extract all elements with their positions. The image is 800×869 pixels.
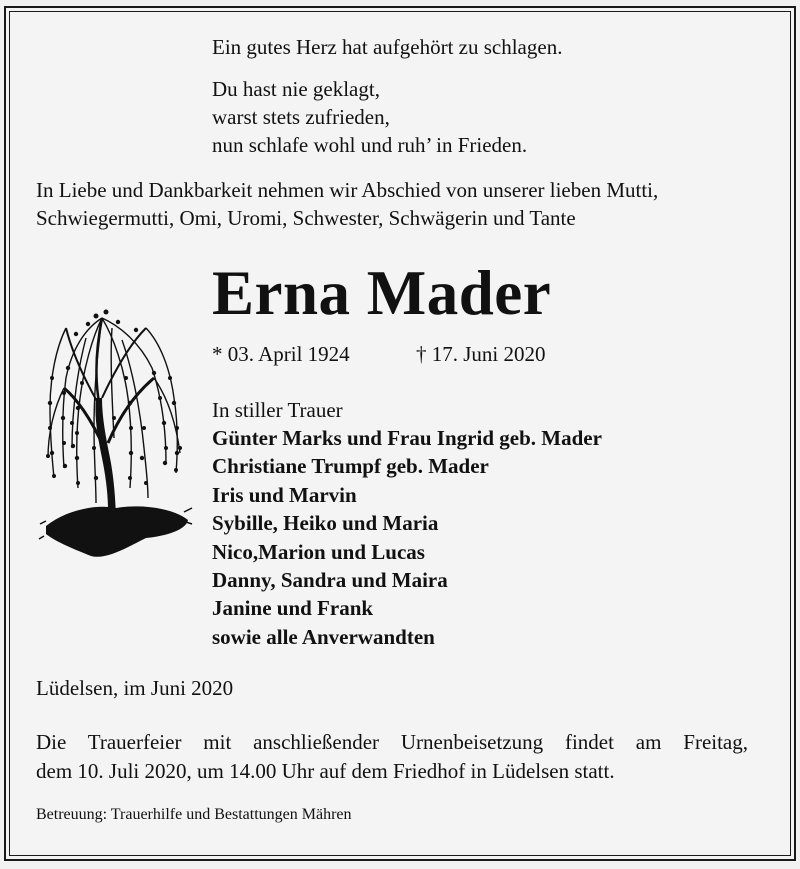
funeral-line-2: dem 10. Juli 2020, um 14.00 Uhr auf dem Friedhof in Lüdelsen statt. <box>36 759 615 783</box>
intro-text <box>36 176 658 232</box>
mourner-line: sowie alle Anverwandten <box>212 624 435 649</box>
intro-line-2: Schwiegermutti, Omi, Uromi, Schwester, Schwägerin und Tante <box>36 206 576 230</box>
place-date: Lüdelsen, im Juni 2020 <box>36 676 234 700</box>
deceased-name: Erna Mader <box>212 258 552 328</box>
mourner-line: Iris und Marvin <box>212 482 357 507</box>
mourner-line: Sybille, Heiko und Maria <box>212 511 439 536</box>
mourner-line: Danny, Sandra und Maira <box>212 567 448 592</box>
funeral-care-credit: Betreuung: Trauerhilfe und Bestattungen Mähren <box>36 806 352 823</box>
verse-line-4: nun schlafe wohl und ruh’ in Frieden. <box>212 133 528 157</box>
mourner-line: Günter Marks und Frau Ingrid geb. Mader <box>212 426 602 450</box>
mourning-intro: In stiller Trauer <box>212 398 343 422</box>
verse-line-2: Du hast nie geklagt, <box>212 77 380 101</box>
death-date: † 17. Juni 2020 <box>416 342 546 366</box>
verse-line-3: warst stets zufrieden, <box>212 105 390 129</box>
mourner-line: Nico,Marion und Lucas <box>212 539 425 564</box>
mourner-line: Christiane Trumpf geb. Mader <box>212 454 489 479</box>
funeral-line-1: Die Trauerfeier mit anschließender Urnenbeisetzung findet am Freitag, <box>36 730 748 754</box>
weeping-willow-icon <box>36 298 196 573</box>
verse-line-1: Ein gutes Herz hat aufgehört zu schlagen. <box>212 35 563 59</box>
mourners-list <box>212 424 602 651</box>
mourner-line: Janine und Frank <box>212 596 374 621</box>
birth-date: * 03. April 1924 <box>212 342 350 366</box>
funeral-info <box>36 728 748 786</box>
intro-line-1: In Liebe und Dankbarkeit nehmen wir Abschied von unserer lieben Mutti, <box>36 178 659 202</box>
